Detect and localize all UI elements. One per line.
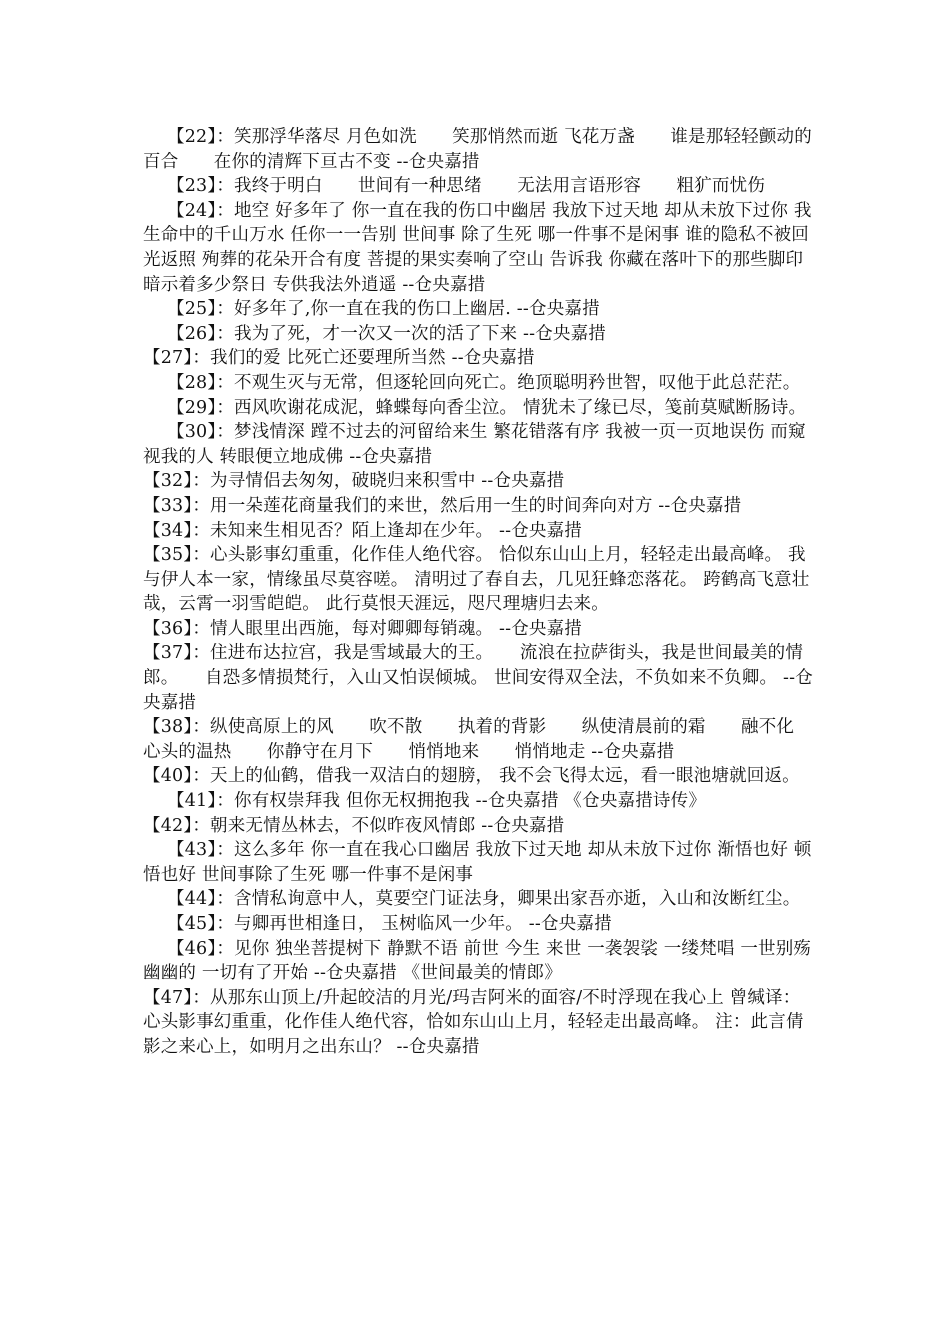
quote-paragraph-42: 【42】：朝来无情丛林去，不似昨夜风情郎 --仓央嘉措 <box>143 815 565 836</box>
quote-paragraph-43: 【43】：这么多年 你一直在我心口幽居 我放下过天地 却从未放下过你 渐悟也好 顿悟也好 世间事除了生死 哪一件事不是闲事 <box>143 840 812 885</box>
quote-paragraph-36: 【36】：情人眼里出西施，每对卿卿每销魂。 --仓央嘉措 <box>143 618 583 639</box>
quote-paragraph-24: 【24】：地空 好多年了 你一直在我的伤口中幽居 我放下过天地 却从未放下过你 我生命中的千山万水 任你一一告别 世间事 除了生死 哪一件事不是闲事 谁的隐私不被回光返照 殉葬的花朵开合有度 菩提的果实奏响了空山 告诉我 你藏在落叶下的那些脚印 暗示着多少祭日 专供我法外逍遥 --仓央嘉措 <box>143 200 812 295</box>
quote-paragraph-34: 【34】：未知来生相见否？陌上逢却在少年。 --仓央嘉措 <box>143 520 583 541</box>
quote-paragraph-25: 【25】：好多年了,你一直在我的伤口上幽居. --仓央嘉措 <box>167 299 600 320</box>
quote-paragraph-37: 【37】：住进布达拉宫，我是雪域最大的王。 流浪在拉萨街头，我是世间最美的情郎。 自恐多情损梵行，入山又怕误倾城。 世间安得双全法，不负如来不负卿。 --仓央嘉措 <box>143 643 813 713</box>
quote-paragraph-29: 【29】：西风吹谢花成泥，蜂蝶每向香尘泣。 情犹未了缘已尽，笺前莫赋断肠诗。 <box>167 397 807 418</box>
quote-paragraph-47: 【47】：从那东山顶上/升起皎洁的月光/玛吉阿米的面容/不时浮现在我心上 曾缄译： 心头影事幻重重，化作佳人绝代容，恰如东山山上月，轻轻走出最高峰。 注：此言倩影之来心上，如明月之出东山？ --仓央嘉措 <box>143 987 807 1057</box>
quote-paragraph-33: 【33】：用一朵莲花商量我们的来世，然后用一生的时间奔向对方 --仓央嘉措 <box>143 495 742 516</box>
quote-paragraph-38: 【38】：纵使高原上的风 吹不散 执着的背影 纵使清晨前的霜 融不化 心头的温热 你静守在月下 悄悄地来 悄悄地走 --仓央嘉措 <box>143 717 830 762</box>
quote-paragraph-32: 【32】：为寻情侣去匆匆，破晓归来积雪中 --仓央嘉措 <box>143 471 565 492</box>
quote-paragraph-26: 【26】：我为了死，才一次又一次的活了下来 --仓央嘉措 <box>167 323 607 344</box>
quote-paragraph-28: 【28】：不观生灭与无常，但逐轮回向死亡。绝顶聪明矜世智，叹他于此总茫茫。 <box>167 372 801 393</box>
quote-paragraph-45: 【45】：与卿再世相逢日， 玉树临风一少年。 --仓央嘉措 <box>167 914 612 934</box>
quote-paragraph-40: 【40】：天上的仙鹤，借我一双洁白的翅膀， 我不会飞得太远，看一眼池塘就回返。 <box>143 766 800 787</box>
quote-paragraph-23: 【23】：我终于明白 世间有一种思绪 无法用言语形容 粗犷而忧伤 <box>167 176 766 197</box>
quote-paragraph-22: 【22】：笑那浮华落尽 月色如洗 笑那悄然而逝 飞花万盏 谁是那轻轻颤动的百合 在你的清辉下亘古不变 --仓央嘉措 <box>143 127 812 172</box>
quote-paragraph-35: 【35】：心头影事幻重重，化作佳人绝代容。 恰似东山山上月，轻轻走出最高峰。 我与伊人本一家，情缘虽尽莫容嗟。 清明过了春自去，几见狂蜂恋落花。 跨鹤高飞意壮哉，云霄一羽雪皑皑。 此行莫恨天涯远，咫尺理塘归去来。 <box>143 545 810 615</box>
quote-paragraph-44: 【44】：含情私询意中人，莫要空门证法身，卿果出家吾亦逝，入山和汝断红尘。 <box>167 889 801 910</box>
document-body <box>143 125 830 1060</box>
quote-paragraph-27: 【27】：我们的爱 比死亡还要理所当然 --仓央嘉措 <box>143 348 535 369</box>
quote-paragraph-41: 【41】：你有权崇拜我 但你无权拥抱我 --仓央嘉措 《仓央嘉措诗传》 <box>167 791 707 812</box>
quote-paragraph-30: 【30】：梦浅情深 蹚不过去的河留给来生 繁花错落有序 我被一页一页地误伤 而窥视我的人 转眼便立地成佛 --仓央嘉措 <box>143 422 806 467</box>
quote-paragraph-46: 【46】：见你 独坐菩提树下 静默不语 前世 今生 来世 一袭袈裟 一缕梵唱 一世别殇 幽幽的 一切有了开始 --仓央嘉措 《世间最美的情郎》 <box>143 938 817 984</box>
